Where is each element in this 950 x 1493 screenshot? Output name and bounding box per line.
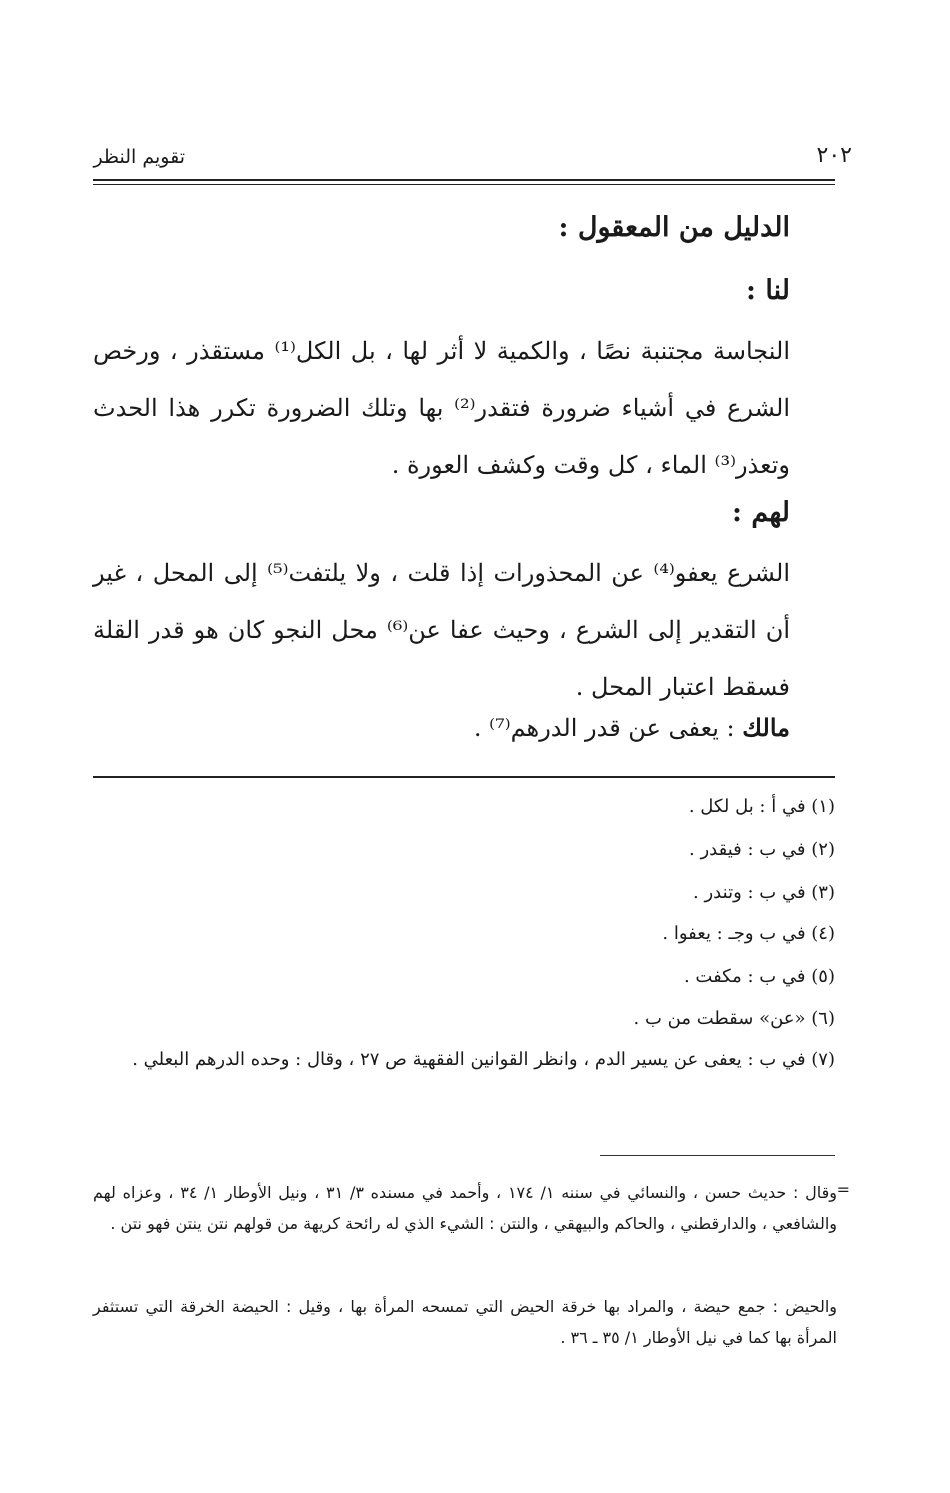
header-rule-thin [93,184,835,185]
footnote-rule [93,776,835,778]
footnote-5: (٥) في ب : مكفت . [683,966,835,987]
continuation-paragraph-2: والحيض : جمع حيضة ، والمراد بها خرقة الحيض التي تمسحه المرأة بها ، وقيل : الحيضة الخرقة التي تستثفر المرأة بها كما في نيل الأوطار ١/ ٣٥ ـ ٣٦ . [93,1297,837,1347]
header-rule [93,179,835,181]
section-heading: الدليل من المعقول : [558,212,790,243]
footnote-1: (١) في أ : بل لكل . [688,796,835,817]
running-title: تقويم النظر [93,146,185,168]
continuation-marker: = [836,1180,850,1199]
malik-line [474,713,790,742]
lana-heading: لنا : [746,275,790,306]
footnote-6: (٦) «عن» سقطت من ب . [633,1008,835,1029]
lahum-paragraph: الشرع يعفو⁽⁴⁾ عن المحذورات إذا قلت ، ولا يلتفت⁽⁵⁾ إلى المحل ، غير أن التقدير إلى الشرع ، وحيث عفا عن⁽⁶⁾ محل النجو كان هو قدر القلة فسقط اعتبار المحل . [93,559,790,701]
footnote-7: (٧) في ب : يعفى عن يسير الدم ، وانظر القوانين الفقهية ص ٢٧ ، وقال : وحده الدرهم البعلي . [132,1049,835,1070]
malik-text: : يعفى عن قدر الدرهم⁽⁷⁾ . [473,714,735,742]
page-number: ٢٠٢ [816,143,852,168]
footnote-3: (٣) في ب : وتندر . [693,882,835,903]
continuation-paragraph-1: وقال : حديث حسن ، والنسائي في سننه ١/ ١٧٤ ، وأحمد في مسنده ٣/ ٣١ ، ونيل الأوطار ١/ ٣٤ ، وعزاه لهم والشافعي ، والدارقطني ، والحاكم والبيهقي ، والنتن : الشيء الذي له رائحة كريهة من قولهم نتن ينتن فهو نتن . [93,1183,838,1233]
lana-paragraph: النجاسة مجتنبة نصًا ، والكمية لا أثر لها ، بل الكل⁽¹⁾ مستقذر ، ورخص الشرع في أشياء ضرورة فتقدر⁽²⁾ بها وتلك الضرورة تكرر هذا الحدث وتعذر⁽³⁾ الماء ، كل وقت وكشف العورة . [93,337,791,479]
footnote-4: (٤) في ب وجـ : يعفوا . [662,923,835,944]
lahum-heading: لهم : [731,497,790,528]
footnote-2: (٢) في ب : فيقدر . [689,839,835,860]
malik-label: مالك [742,713,790,742]
continuation-rule [600,1155,835,1156]
